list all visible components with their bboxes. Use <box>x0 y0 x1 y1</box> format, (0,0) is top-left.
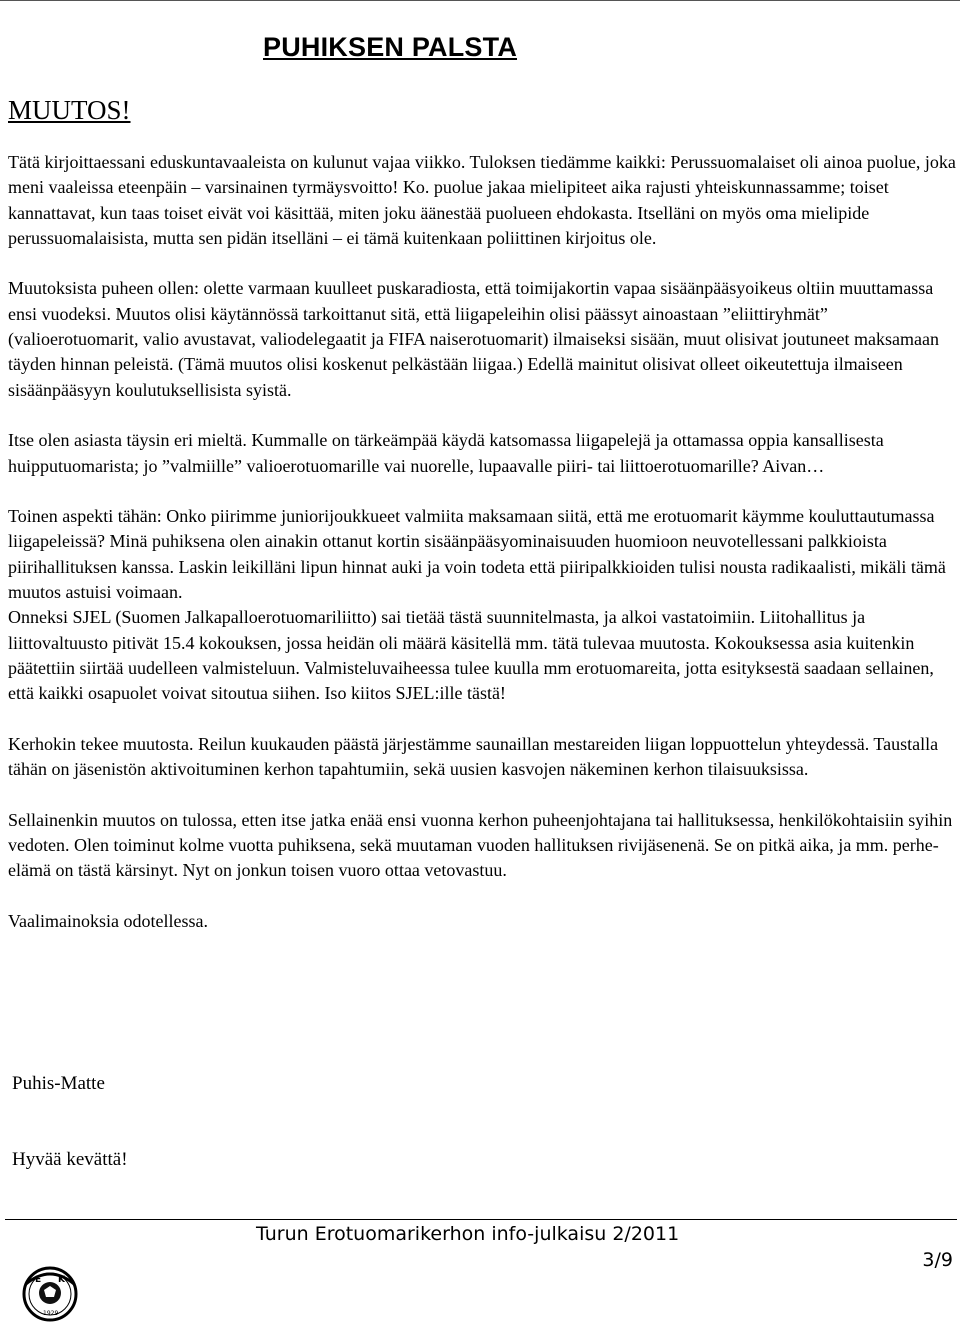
article-title: MUUTOS! <box>8 95 131 125</box>
closing-greeting: Hyvää kevättä! <box>12 1149 128 1170</box>
footer-publication: Turun Erotuomarikerhon info-julkaisu 2/2011 <box>256 1223 680 1245</box>
emblem-year: 1929 <box>43 1310 59 1317</box>
paragraph-opinion: Itse olen asiasta täysin eri mieltä. Kummalle on tärkeämpää käydä katsomassa liigapelejä ja ottamassa oppia kansallisesta huipputuomarista; jo ”valmiille” valioerotuomarille vai nuorelle, lupaavalle piiri- tai liittoerotuomarille? Aivan… <box>8 430 884 476</box>
page-number: 3/9 <box>922 1249 953 1271</box>
footer-divider <box>5 1219 957 1220</box>
paragraph-closing-line: Vaalimainoksia odotellessa. <box>8 910 208 931</box>
paragraph-election: Tätä kirjoittaessani eduskuntavaaleista on kulunut vajaa viikko. Tuloksen tiedämme kaikki: Perussuomalaiset oli ainoa puolue, joka meni vaaleissa eteenpäin – varsinainen tyrmäysvoitto! Ko. puolue jakaa mielipiteet aika rajusti yhteiskunnassamme; toiset kannattavat, kun taas toiset eivät voi käsittää, miten joku äänestää puolueen ehdokasta. Itselläni on myös oma mielipide perussuomalaisista, mutta sen pidän itselläni – ei tämä kuitenkaan poliittinen kirjoitus ole. <box>8 152 956 248</box>
paragraph-resignation: Sellainenkin muutos on tulossa, etten itse jatka enää ensi vuonna kerhon puheenjohtajana tai hallituksessa, henkilökohtaisiin syihin vedoten. Olen toiminut kolme vuotta puhiksena, sekä muutaman vuoden hallituksen rivijäsenenä. Se on pitkä aika, ja mm. perhe-elämä on tästä kärsinyt. Nyt on jonkun toisen vuoro ottaa vetovastuu. <box>8 809 953 881</box>
column-masthead: PUHIKSEN PALSTA <box>263 32 518 62</box>
top-border-line <box>0 0 960 1</box>
paragraph-card-change: Muutoksista puheen ollen: olette varmaan kuulleet puskaradiosta, että toimijakortin vapaa sisäänpääsyoikeus oltiin muuttamassa ensi vuodeksi. Muutos olisi käytännössä tarkoittanut sitä, että liigapeleihin olisi päässyt ainoastaan ”eliittiryhmät” (valioerotuomarit, valio avustavat, valiodelegaatit ja FIFA naiserotuomarit) ilmaiseksi sisään, muut olisivat joutuneet maksamaan täyden hinnan peleistä. (Tämä muutos olisi koskenut pelkästään liigaa.) Edellä mainitut olisivat olleet oikeutettuja ilmaiseen sisäänpääsyyn koulutuksellisista syistä. <box>8 278 939 400</box>
emblem-letter-k: K <box>58 1275 65 1285</box>
paragraph-sjel: Onneksi SJEL (Suomen Jalkapalloerotuomariliitto) sai tietää tästä suunnitelmasta, ja alkoi vastatoimiin. Liitohallitus ja liittovaltuusto pitivät 15.4 kokouksen, jossa heidän oli määrä käsitellä mm. tätä tulevaa muutosta. Kokouksessa asia kuitenkin päätettiin siirtää uudelleen valmisteluun. Valmisteluvaiheessa tulee kuulla mm erotuomareita, jotta esityksestä saadaan sellainen, että kaikki osapuolet voivat sitoutua siihen. Iso kiitos SJEL:ille tästä! <box>8 607 934 704</box>
signature: Puhis-Matte <box>12 1073 105 1094</box>
emblem-letter-e: E <box>35 1275 42 1285</box>
paragraph-junior-teams: Toinen aspekti tähän: Onko piirimme juniorijoukkueet valmiita maksamaan siitä, että me erotuomarit käymme kouluttautumassa liigapeleissä? Minä puhiksena olen ainakin ottanut kortin sisäänpääsyominaisuuden huomioon neuvotellessani palkkioista piirihallituksen kanssa. Laskin leikilläni lipun hinnat auki ja voin todeta että piiripalkkioiden tulisi nousta radikaalisti, mikäli tämä muutos astuisi voimaan. <box>8 506 946 603</box>
paragraph-club-change: Kerhokin tekee muutosta. Reilun kuukauden päästä järjestämme saunaillan mestareiden liigan loppuottelun yhteydessä. Taustalla tähän on jäsenistön aktivoituminen kerhon tapahtumiin, sekä uusien kasvojen näkeminen kerhon tilaisuuksissa. <box>8 733 939 780</box>
club-emblem-icon <box>20 1262 80 1322</box>
article-body <box>8 150 956 934</box>
